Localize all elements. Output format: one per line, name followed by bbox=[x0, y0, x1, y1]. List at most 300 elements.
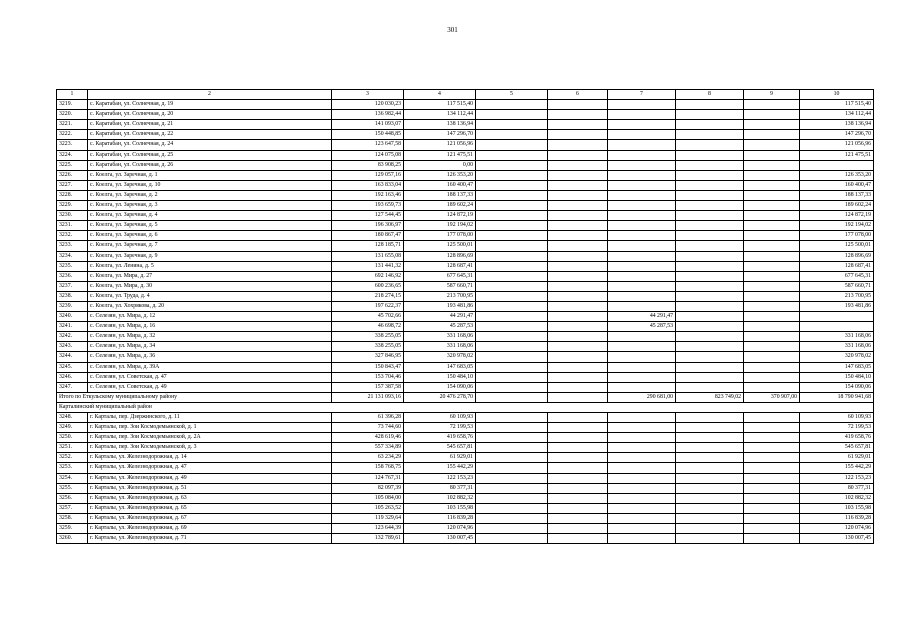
amount-col9-cell bbox=[744, 534, 800, 544]
amount-col7-cell bbox=[608, 201, 676, 211]
amount-col8-cell bbox=[676, 291, 744, 301]
amount-col5-cell bbox=[476, 301, 548, 311]
amount-col8-cell bbox=[676, 413, 744, 423]
amount-col3-cell: 327 846,95 bbox=[332, 352, 404, 362]
row-number-cell: 3237. bbox=[57, 281, 88, 291]
amount-col3-cell: 105 263,52 bbox=[332, 503, 404, 513]
amount-col3-cell: 132 789,61 bbox=[332, 534, 404, 544]
row-number-cell: 3224. bbox=[57, 150, 88, 160]
amount-col10-cell: 103 155,98 bbox=[800, 503, 874, 513]
row-number-cell: 3248. bbox=[57, 413, 88, 423]
amount-col5-cell bbox=[476, 332, 548, 342]
header-cell: 4 bbox=[404, 90, 476, 100]
amount-col7-cell bbox=[608, 513, 676, 523]
district-total-row bbox=[57, 392, 874, 402]
amount-col9-cell bbox=[744, 312, 800, 322]
amount-col9-cell bbox=[744, 463, 800, 473]
amount-col6-cell bbox=[548, 453, 608, 463]
amount-col6-cell bbox=[548, 291, 608, 301]
amount-col4-cell: 419 658,76 bbox=[404, 433, 476, 443]
amount-col4-cell: 192 194,02 bbox=[404, 221, 476, 231]
amount-col3-cell: 141 093,07 bbox=[332, 120, 404, 130]
table-row bbox=[57, 342, 874, 352]
amount-col6-cell bbox=[548, 503, 608, 513]
amount-col8-cell bbox=[676, 140, 744, 150]
amount-col9-cell bbox=[744, 281, 800, 291]
address-cell: с. Селезян, ул. Советская, д. 47 bbox=[88, 372, 332, 382]
amount-col10-cell: 147 296,70 bbox=[800, 130, 874, 140]
amount-col4-cell: 160 400,47 bbox=[404, 180, 476, 190]
row-number-cell: 3230. bbox=[57, 211, 88, 221]
amount-col5-cell bbox=[476, 312, 548, 322]
table-row bbox=[57, 261, 874, 271]
amount-col4-cell: 122 153,23 bbox=[404, 473, 476, 483]
amount-col5-cell bbox=[476, 100, 548, 110]
amount-col4-cell: 60 109,93 bbox=[404, 413, 476, 423]
row-number-cell: 3220. bbox=[57, 110, 88, 120]
amount-col6-cell bbox=[548, 190, 608, 200]
amount-col3-cell: 600 236,65 bbox=[332, 281, 404, 291]
amount-col4-cell: 130 007,45 bbox=[404, 534, 476, 544]
amount-col5-cell bbox=[476, 241, 548, 251]
amount-col8-cell bbox=[676, 463, 744, 473]
amount-col3-cell: 124 075,08 bbox=[332, 150, 404, 160]
amount-col10-cell: 331 168,06 bbox=[800, 342, 874, 352]
table-row bbox=[57, 241, 874, 251]
address-cell: с. Коелга, ул. Заречная, д. 9 bbox=[88, 251, 332, 261]
amount-col9-cell bbox=[744, 221, 800, 231]
amount-col4-cell: 44 291,47 bbox=[404, 312, 476, 322]
amount-col10-cell: 419 658,76 bbox=[800, 433, 874, 443]
amount-col7-cell bbox=[608, 453, 676, 463]
amount-col6-cell bbox=[548, 281, 608, 291]
address-cell: с. Каратабан, ул. Солнечная, д. 22 bbox=[88, 130, 332, 140]
header-cell: 8 bbox=[676, 90, 744, 100]
amount-col6-cell bbox=[548, 100, 608, 110]
amount-col4-cell: 0,00 bbox=[404, 160, 476, 170]
table-row bbox=[57, 150, 874, 160]
amount-col3-cell: 428 619,46 bbox=[332, 433, 404, 443]
amount-col7-cell bbox=[608, 443, 676, 453]
amount-col3-cell: 83 908,25 bbox=[332, 160, 404, 170]
amount-col7-cell bbox=[608, 221, 676, 231]
address-cell: с. Каратабан, ул. Солнечная, д. 19 bbox=[88, 100, 332, 110]
amount-col6-cell bbox=[548, 251, 608, 261]
amount-col3-cell: 127 544,45 bbox=[332, 211, 404, 221]
amount-col7-cell bbox=[608, 503, 676, 513]
amount-col7-cell bbox=[608, 140, 676, 150]
amount-col8-cell bbox=[676, 201, 744, 211]
amount-col5-cell bbox=[476, 453, 548, 463]
amount-col4-cell: 72 199,53 bbox=[404, 423, 476, 433]
amount-col3-cell: 61 396,28 bbox=[332, 413, 404, 423]
address-cell: с. Коелга, ул. Мира, д. 27 bbox=[88, 271, 332, 281]
amount-col6-cell bbox=[548, 170, 608, 180]
table-row bbox=[57, 513, 874, 523]
address-cell: г. Карталы, ул. Железнодорожная, д. 65 bbox=[88, 503, 332, 513]
amount-col9-cell bbox=[744, 261, 800, 271]
amount-col8-cell bbox=[676, 271, 744, 281]
amount-col7-cell: 44 291,47 bbox=[608, 312, 676, 322]
header-cell: 5 bbox=[476, 90, 548, 100]
amount-col3-cell: 338 255,05 bbox=[332, 342, 404, 352]
amount-col4-cell: 147 296,70 bbox=[404, 130, 476, 140]
amount-col5-cell bbox=[476, 150, 548, 160]
amount-col3-cell: 124 767,31 bbox=[332, 473, 404, 483]
row-number-cell: 3244. bbox=[57, 352, 88, 362]
amount-col10-cell: 177 078,00 bbox=[800, 231, 874, 241]
amount-col9-cell bbox=[744, 483, 800, 493]
row-number-cell: 3259. bbox=[57, 524, 88, 534]
amount-col4-cell: 121 056,96 bbox=[404, 140, 476, 150]
amount-col9-cell bbox=[744, 382, 800, 392]
row-number-cell: 3222. bbox=[57, 130, 88, 140]
table-row bbox=[57, 170, 874, 180]
amount-col9-cell bbox=[744, 524, 800, 534]
amount-col10-cell: 128 687,41 bbox=[800, 261, 874, 271]
amount-col8-cell bbox=[676, 433, 744, 443]
amount-col9-cell bbox=[744, 271, 800, 281]
amount-col4-cell: 677 645,31 bbox=[404, 271, 476, 281]
total-label: Итого по Еткульскому муниципальному району bbox=[57, 392, 332, 402]
amount-col7-cell bbox=[608, 352, 676, 362]
row-number-cell: 3253. bbox=[57, 463, 88, 473]
amount-col9-cell bbox=[744, 423, 800, 433]
amount-col10-cell: 331 168,06 bbox=[800, 332, 874, 342]
amount-col3-cell: 557 334,89 bbox=[332, 443, 404, 453]
amount-col7-cell bbox=[608, 231, 676, 241]
table-row bbox=[57, 271, 874, 281]
address-cell: с. Каратабан, ул. Солнечная, д. 21 bbox=[88, 120, 332, 130]
amount-col8-cell bbox=[676, 110, 744, 120]
amount-col6-cell bbox=[548, 483, 608, 493]
table-row bbox=[57, 110, 874, 120]
amount-col8-cell bbox=[676, 312, 744, 322]
row-number-cell: 3242. bbox=[57, 332, 88, 342]
amount-col4-cell: 154 090,06 bbox=[404, 382, 476, 392]
amount-col4-cell: 117 515,40 bbox=[404, 100, 476, 110]
row-number-cell: 3233. bbox=[57, 241, 88, 251]
amount-col8-cell bbox=[676, 493, 744, 503]
amount-col6-cell bbox=[548, 322, 608, 332]
amount-col6-cell bbox=[548, 493, 608, 503]
amount-col6-cell bbox=[548, 140, 608, 150]
row-number-cell: 3219. bbox=[57, 100, 88, 110]
amount-col9-cell bbox=[744, 513, 800, 523]
row-number-cell: 3251. bbox=[57, 443, 88, 453]
amount-col6-cell bbox=[548, 513, 608, 523]
amount-col8-cell bbox=[676, 120, 744, 130]
amount-col6-cell bbox=[548, 433, 608, 443]
amount-col10-cell bbox=[800, 322, 874, 332]
amount-col3-cell: 120 030,23 bbox=[332, 100, 404, 110]
table-row bbox=[57, 291, 874, 301]
amount-col6-cell bbox=[548, 241, 608, 251]
amount-col3-cell: 131 655,08 bbox=[332, 251, 404, 261]
amount-col5-cell bbox=[476, 413, 548, 423]
amount-col4-cell: 331 168,06 bbox=[404, 332, 476, 342]
amount-col9-cell bbox=[744, 291, 800, 301]
amount-col8-cell bbox=[676, 322, 744, 332]
amount-col5-cell bbox=[476, 463, 548, 473]
amount-col7-cell bbox=[608, 120, 676, 130]
amount-col4-cell: 155 442,29 bbox=[404, 463, 476, 473]
amount-col3-cell: 153 704,46 bbox=[332, 372, 404, 382]
amount-col5-cell bbox=[476, 352, 548, 362]
amount-col10-cell: 130 007,45 bbox=[800, 534, 874, 544]
amount-col9-cell bbox=[744, 160, 800, 170]
header-cell: 3 bbox=[332, 90, 404, 100]
amount-col4-cell: 61 929,01 bbox=[404, 453, 476, 463]
total-c6-cell bbox=[548, 392, 608, 402]
row-number-cell: 3235. bbox=[57, 261, 88, 271]
address-cell: г. Карталы, ул. Железнодорожная, д. 67 bbox=[88, 513, 332, 523]
amount-col9-cell bbox=[744, 372, 800, 382]
amount-col4-cell: 124 872,19 bbox=[404, 211, 476, 221]
table-row bbox=[57, 503, 874, 513]
amount-col8-cell bbox=[676, 231, 744, 241]
amount-col8-cell bbox=[676, 503, 744, 513]
amount-col10-cell: 189 602,24 bbox=[800, 201, 874, 211]
address-cell: с. Коелга, ул. Заречная, д. 10 bbox=[88, 180, 332, 190]
amount-col5-cell bbox=[476, 524, 548, 534]
amount-col7-cell bbox=[608, 301, 676, 311]
amount-col7-cell bbox=[608, 433, 676, 443]
address-cell: г. Карталы, ул. Железнодорожная, д. 51 bbox=[88, 483, 332, 493]
amount-col8-cell bbox=[676, 332, 744, 342]
amount-col4-cell: 177 078,00 bbox=[404, 231, 476, 241]
address-cell: с. Коелга, ул. Мира, д. 30 bbox=[88, 281, 332, 291]
address-cell: с. Коелга, ул. Заречная, д. 1 bbox=[88, 170, 332, 180]
amount-col3-cell: 46 698,72 bbox=[332, 322, 404, 332]
amount-col4-cell: 193 481,86 bbox=[404, 301, 476, 311]
table-row bbox=[57, 423, 874, 433]
amount-col6-cell bbox=[548, 120, 608, 130]
amount-col6-cell bbox=[548, 423, 608, 433]
total-c5-cell bbox=[476, 392, 548, 402]
amount-col10-cell: 320 978,02 bbox=[800, 352, 874, 362]
amount-col6-cell bbox=[548, 130, 608, 140]
amount-col5-cell bbox=[476, 372, 548, 382]
amount-col5-cell bbox=[476, 211, 548, 221]
amount-col8-cell bbox=[676, 342, 744, 352]
amount-col10-cell bbox=[800, 160, 874, 170]
amount-col9-cell bbox=[744, 362, 800, 372]
amount-col10-cell: 124 872,19 bbox=[800, 211, 874, 221]
amount-col6-cell bbox=[548, 524, 608, 534]
amount-col10-cell: 188 137,33 bbox=[800, 190, 874, 200]
amount-col6-cell bbox=[548, 271, 608, 281]
amount-col4-cell: 147 683,05 bbox=[404, 362, 476, 372]
amount-col4-cell: 331 168,06 bbox=[404, 342, 476, 352]
amount-col7-cell bbox=[608, 534, 676, 544]
amount-col10-cell: 213 700,95 bbox=[800, 291, 874, 301]
amount-col4-cell: 45 287,53 bbox=[404, 322, 476, 332]
amount-col4-cell: 120 074,96 bbox=[404, 524, 476, 534]
amount-col10-cell: 193 481,86 bbox=[800, 301, 874, 311]
amount-col7-cell bbox=[608, 211, 676, 221]
amount-col8-cell bbox=[676, 362, 744, 372]
address-cell: с. Коелга, ул. Труда, д. 4 bbox=[88, 291, 332, 301]
address-cell: г. Карталы, ул. Железнодорожная, д. 49 bbox=[88, 473, 332, 483]
amount-col3-cell: 128 185,71 bbox=[332, 241, 404, 251]
address-cell: г. Карталы, ул. Железнодорожная, д. 47 bbox=[88, 463, 332, 473]
row-number-cell: 3254. bbox=[57, 473, 88, 483]
amount-col7-cell bbox=[608, 423, 676, 433]
amount-col5-cell bbox=[476, 251, 548, 261]
amount-col6-cell bbox=[548, 312, 608, 322]
table-row bbox=[57, 190, 874, 200]
amount-col9-cell bbox=[744, 211, 800, 221]
amount-col5-cell bbox=[476, 180, 548, 190]
amount-col3-cell: 158 768,75 bbox=[332, 463, 404, 473]
amount-col7-cell bbox=[608, 332, 676, 342]
amount-col5-cell bbox=[476, 423, 548, 433]
table-row bbox=[57, 140, 874, 150]
amount-col8-cell bbox=[676, 453, 744, 463]
amount-col7-cell bbox=[608, 261, 676, 271]
amount-col9-cell bbox=[744, 342, 800, 352]
row-number-cell: 3250. bbox=[57, 433, 88, 443]
amount-col3-cell: 163 833,04 bbox=[332, 180, 404, 190]
amount-col7-cell bbox=[608, 170, 676, 180]
row-number-cell: 3252. bbox=[57, 453, 88, 463]
table-row bbox=[57, 160, 874, 170]
amount-col8-cell bbox=[676, 524, 744, 534]
amount-col5-cell bbox=[476, 271, 548, 281]
amount-col10-cell: 117 515,40 bbox=[800, 100, 874, 110]
table-row bbox=[57, 332, 874, 342]
amount-col8-cell bbox=[676, 382, 744, 392]
amount-col3-cell: 197 622,37 bbox=[332, 301, 404, 311]
table-row bbox=[57, 524, 874, 534]
amount-col6-cell bbox=[548, 110, 608, 120]
table-row bbox=[57, 433, 874, 443]
amount-col8-cell bbox=[676, 221, 744, 231]
address-cell: г. Карталы, ул. Железнодорожная, д. 14 bbox=[88, 453, 332, 463]
amount-col9-cell bbox=[744, 120, 800, 130]
address-cell: с. Селезян, ул. Мира, д. 16 bbox=[88, 322, 332, 332]
amount-col10-cell: 192 194,02 bbox=[800, 221, 874, 231]
amount-col10-cell: 154 090,06 bbox=[800, 382, 874, 392]
header-cell: 6 bbox=[548, 90, 608, 100]
amount-col7-cell bbox=[608, 493, 676, 503]
amount-col5-cell bbox=[476, 281, 548, 291]
address-cell: с. Селезян, ул. Мира, д. 32 bbox=[88, 332, 332, 342]
amount-col9-cell bbox=[744, 180, 800, 190]
amount-col7-cell bbox=[608, 271, 676, 281]
amount-col4-cell: 128 687,41 bbox=[404, 261, 476, 271]
amount-col9-cell bbox=[744, 130, 800, 140]
header-cell: 7 bbox=[608, 90, 676, 100]
table-row bbox=[57, 180, 874, 190]
amount-col3-cell: 131 441,32 bbox=[332, 261, 404, 271]
amount-col9-cell bbox=[744, 443, 800, 453]
address-cell: с. Селезян, ул. Мира, д. 12 bbox=[88, 312, 332, 322]
amount-col9-cell bbox=[744, 190, 800, 200]
section-title: Карталинский муниципальный район bbox=[57, 402, 874, 412]
amount-col5-cell bbox=[476, 534, 548, 544]
amount-col3-cell: 119 329,64 bbox=[332, 513, 404, 523]
amount-col8-cell bbox=[676, 443, 744, 453]
amount-col6-cell bbox=[548, 211, 608, 221]
amount-col7-cell bbox=[608, 130, 676, 140]
amount-col5-cell bbox=[476, 261, 548, 271]
amount-col9-cell bbox=[744, 413, 800, 423]
amount-col4-cell: 189 602,24 bbox=[404, 201, 476, 211]
address-cell: с. Каратабан, ул. Солнечная, д. 25 bbox=[88, 150, 332, 160]
amount-col10-cell: 61 929,01 bbox=[800, 453, 874, 463]
row-number-cell: 3221. bbox=[57, 120, 88, 130]
amount-col10-cell: 160 400,47 bbox=[800, 180, 874, 190]
amount-col6-cell bbox=[548, 463, 608, 473]
address-cell: с. Каратабан, ул. Солнечная, д. 20 bbox=[88, 110, 332, 120]
amount-col10-cell: 102 882,32 bbox=[800, 493, 874, 503]
address-cell: с. Коелга, ул. Заречная, д. 5 bbox=[88, 221, 332, 231]
amount-col10-cell: 121 056,96 bbox=[800, 140, 874, 150]
amount-col5-cell bbox=[476, 170, 548, 180]
amount-col3-cell: 82 097,39 bbox=[332, 483, 404, 493]
table-row bbox=[57, 221, 874, 231]
amount-col5-cell bbox=[476, 493, 548, 503]
amount-col3-cell: 129 057,16 bbox=[332, 170, 404, 180]
row-number-cell: 3229. bbox=[57, 201, 88, 211]
data-table bbox=[56, 89, 874, 544]
amount-col9-cell bbox=[744, 100, 800, 110]
amount-col3-cell: 150 448,85 bbox=[332, 130, 404, 140]
table-row bbox=[57, 463, 874, 473]
header-cell: 9 bbox=[744, 90, 800, 100]
table-row bbox=[57, 362, 874, 372]
amount-col5-cell bbox=[476, 473, 548, 483]
amount-col4-cell: 188 137,33 bbox=[404, 190, 476, 200]
table-row bbox=[57, 352, 874, 362]
amount-col9-cell bbox=[744, 170, 800, 180]
address-cell: с. Каратабан, ул. Солнечная, д. 24 bbox=[88, 140, 332, 150]
amount-col8-cell bbox=[676, 211, 744, 221]
row-number-cell: 3232. bbox=[57, 231, 88, 241]
table-row bbox=[57, 473, 874, 483]
row-number-cell: 3246. bbox=[57, 372, 88, 382]
row-number-cell: 3243. bbox=[57, 342, 88, 352]
address-cell: г. Карталы, ул. Железнодорожная, д. 63 bbox=[88, 493, 332, 503]
row-number-cell: 3225. bbox=[57, 160, 88, 170]
table-row bbox=[57, 281, 874, 291]
amount-col4-cell: 128 896,69 bbox=[404, 251, 476, 261]
amount-col3-cell: 157 387,58 bbox=[332, 382, 404, 392]
header-cell: 2 bbox=[88, 90, 332, 100]
amount-col8-cell bbox=[676, 352, 744, 362]
row-number-cell: 3245. bbox=[57, 362, 88, 372]
address-cell: с. Каратабан, ул. Солнечная, д. 26 bbox=[88, 160, 332, 170]
amount-col6-cell bbox=[548, 150, 608, 160]
total-c4-cell: 20 476 278,70 bbox=[404, 392, 476, 402]
amount-col4-cell: 80 377,31 bbox=[404, 483, 476, 493]
amount-col9-cell bbox=[744, 301, 800, 311]
amount-col6-cell bbox=[548, 443, 608, 453]
amount-col7-cell bbox=[608, 100, 676, 110]
amount-col10-cell: 150 484,10 bbox=[800, 372, 874, 382]
amount-col9-cell bbox=[744, 150, 800, 160]
amount-col9-cell bbox=[744, 453, 800, 463]
amount-col10-cell: 128 896,69 bbox=[800, 251, 874, 261]
amount-col10-cell: 134 112,44 bbox=[800, 110, 874, 120]
amount-col5-cell bbox=[476, 291, 548, 301]
amount-col9-cell bbox=[744, 473, 800, 483]
table-row bbox=[57, 493, 874, 503]
header-cell: 10 bbox=[800, 90, 874, 100]
row-number-cell: 3234. bbox=[57, 251, 88, 261]
